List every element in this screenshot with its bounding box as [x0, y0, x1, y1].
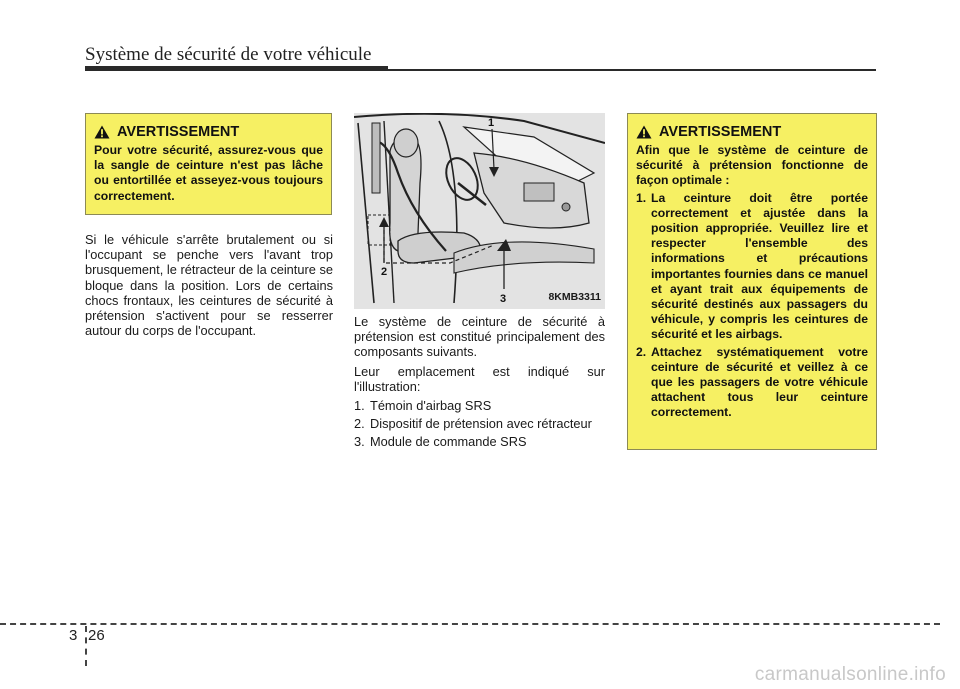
left-column-text [85, 232, 333, 342]
header-rule-thick [85, 66, 388, 71]
warning-box-right [627, 113, 877, 450]
list-item-text: Témoin d'airbag SRS [370, 398, 492, 414]
warning-triangle-icon [636, 125, 652, 139]
warning-list-number: 2. [636, 344, 647, 359]
warning-left-title: AVERTISSEMENT [117, 124, 240, 140]
list-item [354, 398, 605, 413]
list-item-text: Dispositif de prétension avec rétracteur [370, 416, 592, 432]
list-item-number: 3. [354, 434, 365, 450]
figure-code: 8KMB3311 [548, 291, 601, 303]
warning-triangle-icon [94, 125, 110, 139]
warning-list-number: 1. [636, 190, 647, 205]
footer-section-number: 3 [69, 627, 78, 644]
middle-paragraph-2: Leur emplacement est indiqué sur l'illustration: [354, 363, 605, 394]
list-item-text: Module de commande SRS [370, 434, 527, 450]
seatbelt-pretensioner-illustration [354, 113, 605, 309]
watermark: carmanualsonline.info [754, 664, 946, 685]
warning-right-intro: Afin que le système de ceinture de sécurité à prétension fonctionne de façon optimale : [636, 143, 868, 188]
middle-column-text [354, 314, 605, 450]
callout-1-label: 1 [488, 117, 495, 129]
warning-list-text: La ceinture doit être portée correctement et ajustée dans la position appropriée. Veuillez lire et respecter l'ensemble des informations et précautions importantes fournies dans ce manuel et ayant trait aux équipements de sécurité destinés aux passagers du véhicule, y compris les ceintures de sécurité et les airbags. [651, 190, 868, 342]
callout-3-label: 3 [500, 293, 507, 305]
list-item [354, 434, 605, 449]
warning-list-text: Attachez systématiquement votre ceinture de sécurité et veillez à ce que les passagers de votre véhicule attachent tous leur ceinture correctement. [651, 344, 868, 420]
list-item-number: 1. [354, 398, 365, 414]
list-item-number: 2. [354, 416, 365, 432]
car-interior-drawing [354, 113, 605, 309]
footer-page-number: 26 [88, 627, 105, 644]
warning-right-title: AVERTISSEMENT [659, 124, 782, 140]
list-item [354, 416, 605, 431]
warning-left-text: Pour votre sécurité, assurez-vous que la sangle de ceinture n'est pas lâche ou entortillée et asseyez-vous toujours correctement. [94, 143, 323, 203]
footer-dashed-rule [0, 623, 940, 625]
warning-list-item [636, 191, 868, 343]
footer-vertical-dashed-rule [85, 626, 87, 666]
warning-list-item [636, 345, 868, 421]
warning-box-left [85, 113, 332, 215]
header-rule-thin [388, 69, 876, 71]
page-header-title: Système de sécurité de votre véhicule [85, 44, 372, 65]
middle-paragraph-1: Le système de ceinture de sécurité à prétension est constitué principalement des composants suivants. [354, 314, 605, 360]
callout-2-label: 2 [381, 266, 388, 278]
left-paragraph: Si le véhicule s'arrête brutalement ou si l'occupant se penche vers l'avant trop brusquement, le rétracteur de la ceinture se bloque dans la position. Lors de certains chocs frontaux, les ceintures de sécurité à prétension s'activent pour se resserrer autour du corps de l'occupant. [85, 232, 333, 339]
